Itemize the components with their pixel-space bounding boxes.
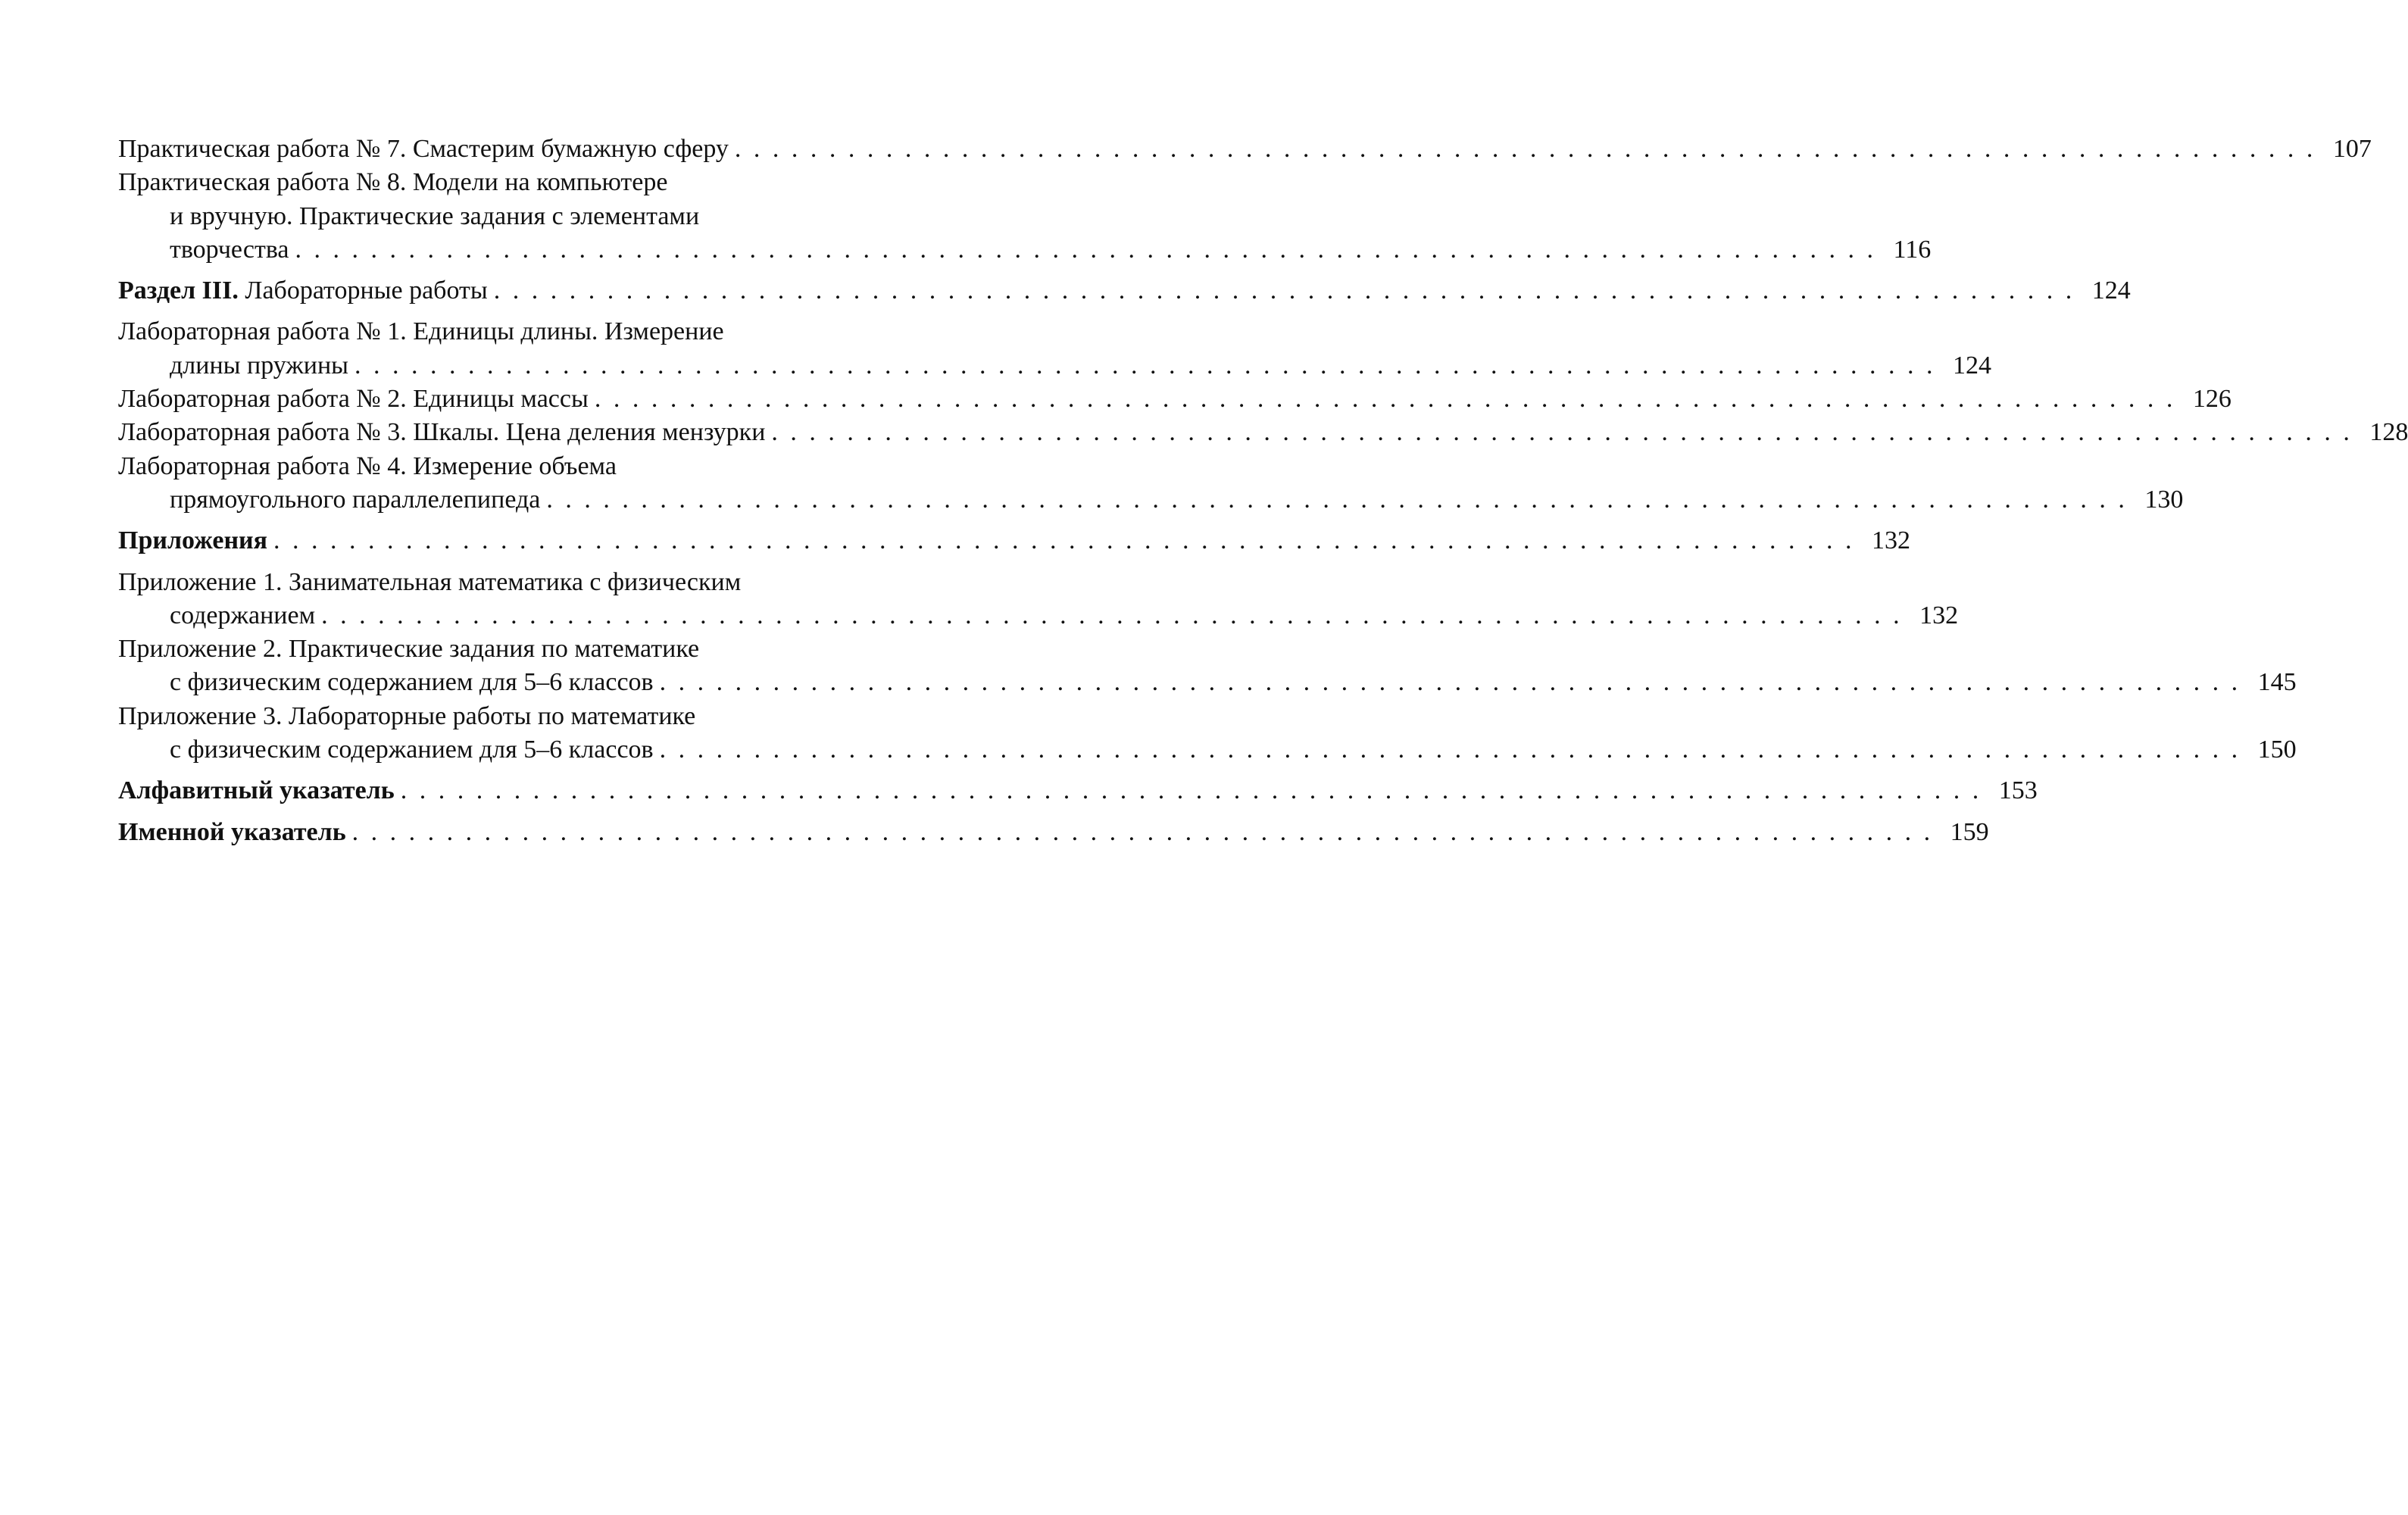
toc-entry-title: Приложение 3. Лабораторные работы по математике bbox=[118, 701, 696, 730]
toc-page-number: 107 bbox=[2332, 135, 2372, 163]
dot-leader: .................................................................................... bbox=[400, 776, 1991, 805]
toc-entry-title: Приложение 1. Занимательная математика с физическим bbox=[118, 567, 742, 596]
toc-entry-appendix-2[interactable] bbox=[118, 633, 915, 666]
toc-page-number: 128 bbox=[2369, 418, 2408, 447]
toc-page-number: 150 bbox=[2257, 736, 2297, 764]
dot-leader: .................................................................................... bbox=[771, 418, 2363, 447]
dot-leader: .................................................................................... bbox=[295, 235, 1886, 264]
toc-page-number: 124 bbox=[2091, 276, 2131, 305]
dot-leader: .................................................................................... bbox=[354, 351, 1946, 380]
toc-entry-appendix-1[interactable] bbox=[118, 566, 915, 599]
toc-page-number: 124 bbox=[1953, 351, 1992, 380]
toc-section-appendices[interactable] bbox=[118, 524, 1911, 558]
toc-entry-continuation bbox=[118, 233, 1932, 267]
toc-page-number: 132 bbox=[1872, 526, 1911, 555]
toc-section-title bbox=[118, 274, 488, 308]
toc-entry-title-continued: прямоугольного параллелепипеда bbox=[170, 485, 541, 514]
toc-entry-title-continued: длины пружины bbox=[170, 351, 349, 380]
table-of-contents bbox=[118, 133, 2408, 849]
toc-section-label: Именной указатель bbox=[118, 817, 346, 846]
toc-page-number: 116 bbox=[1893, 235, 1932, 264]
toc-entry-title-continued: и вручную. Практические задания с элементами bbox=[170, 201, 700, 230]
toc-entry-continuation bbox=[118, 599, 1959, 633]
toc-entry-title: Лабораторная работа № 1. Единицы длины. Измерение bbox=[118, 317, 724, 346]
toc-entry-title-continued: творчества bbox=[170, 235, 289, 264]
toc-entry-continuation bbox=[118, 483, 2184, 517]
toc-entry-continuation bbox=[118, 349, 1992, 383]
dot-leader: .................................................................................... bbox=[546, 485, 2138, 514]
toc-entry-practical-8[interactable] bbox=[118, 166, 915, 199]
dot-leader: .................................................................................... bbox=[321, 601, 1913, 629]
toc-entry-continuation bbox=[118, 200, 915, 233]
toc-entry-continuation bbox=[118, 733, 2297, 767]
toc-entry-title-continued: содержанием bbox=[170, 601, 316, 629]
toc-entry-title: Приложение 2. Практические задания по математике bbox=[118, 635, 700, 664]
toc-entry-appendix-3[interactable] bbox=[118, 700, 915, 733]
toc-section-title bbox=[118, 524, 267, 558]
toc-entry-lab-2[interactable] bbox=[118, 383, 2232, 416]
toc-page-number: 145 bbox=[2257, 668, 2297, 697]
toc-page-number: 153 bbox=[1998, 776, 2038, 805]
toc-entry-title: Лабораторная работа № 3. Шкалы. Цена деления мензурки bbox=[118, 418, 766, 447]
dot-leader: .................................................................................... bbox=[351, 817, 1943, 846]
dot-leader: .................................................................................... bbox=[659, 668, 2250, 697]
dot-leader: .................................................................................... bbox=[493, 276, 2085, 305]
dot-leader: .................................................................................... bbox=[273, 526, 1865, 555]
toc-entry-lab-4[interactable] bbox=[118, 450, 915, 483]
toc-section-title bbox=[118, 774, 395, 807]
toc-entry-lab-1[interactable] bbox=[118, 315, 915, 348]
toc-entry-title-continued: с физическим содержанием для 5–6 классов bbox=[170, 736, 654, 764]
toc-entry-continuation bbox=[118, 666, 2297, 699]
toc-section-name-index[interactable] bbox=[118, 816, 1989, 849]
toc-page-number: 126 bbox=[2192, 385, 2232, 414]
toc-section-alphabetical-index[interactable] bbox=[118, 774, 2038, 807]
toc-section-title bbox=[118, 816, 346, 849]
toc-section-label: Раздел III. bbox=[118, 276, 239, 305]
toc-page-number: 159 bbox=[1950, 817, 1989, 846]
toc-section-label: Приложения bbox=[118, 526, 268, 555]
toc-section-3[interactable] bbox=[118, 274, 2131, 308]
dot-leader: .................................................................................... bbox=[594, 385, 2185, 414]
toc-entry-title: Лабораторная работа № 2. Единицы массы bbox=[118, 385, 589, 414]
toc-entry-title: Практическая работа № 8. Модели на компьютере bbox=[118, 168, 668, 197]
toc-entry-title: Практическая работа № 7. Смастерим бумажную сферу bbox=[118, 135, 729, 163]
toc-entry-lab-3[interactable] bbox=[118, 416, 2408, 449]
toc-section-name: Лабораторные работы bbox=[238, 276, 488, 305]
toc-entry-title-continued: с физическим содержанием для 5–6 классов bbox=[170, 668, 654, 697]
dot-leader: .................................................................................... bbox=[734, 135, 2325, 163]
toc-page-number: 132 bbox=[1919, 601, 1959, 629]
toc-entry-title: Лабораторная работа № 4. Измерение объема bbox=[118, 451, 617, 480]
toc-page-number: 130 bbox=[2144, 485, 2184, 514]
toc-section-label: Алфавитный указатель bbox=[118, 776, 395, 805]
toc-entry-practical-7[interactable] bbox=[118, 133, 2372, 166]
dot-leader: .................................................................................... bbox=[659, 736, 2250, 764]
